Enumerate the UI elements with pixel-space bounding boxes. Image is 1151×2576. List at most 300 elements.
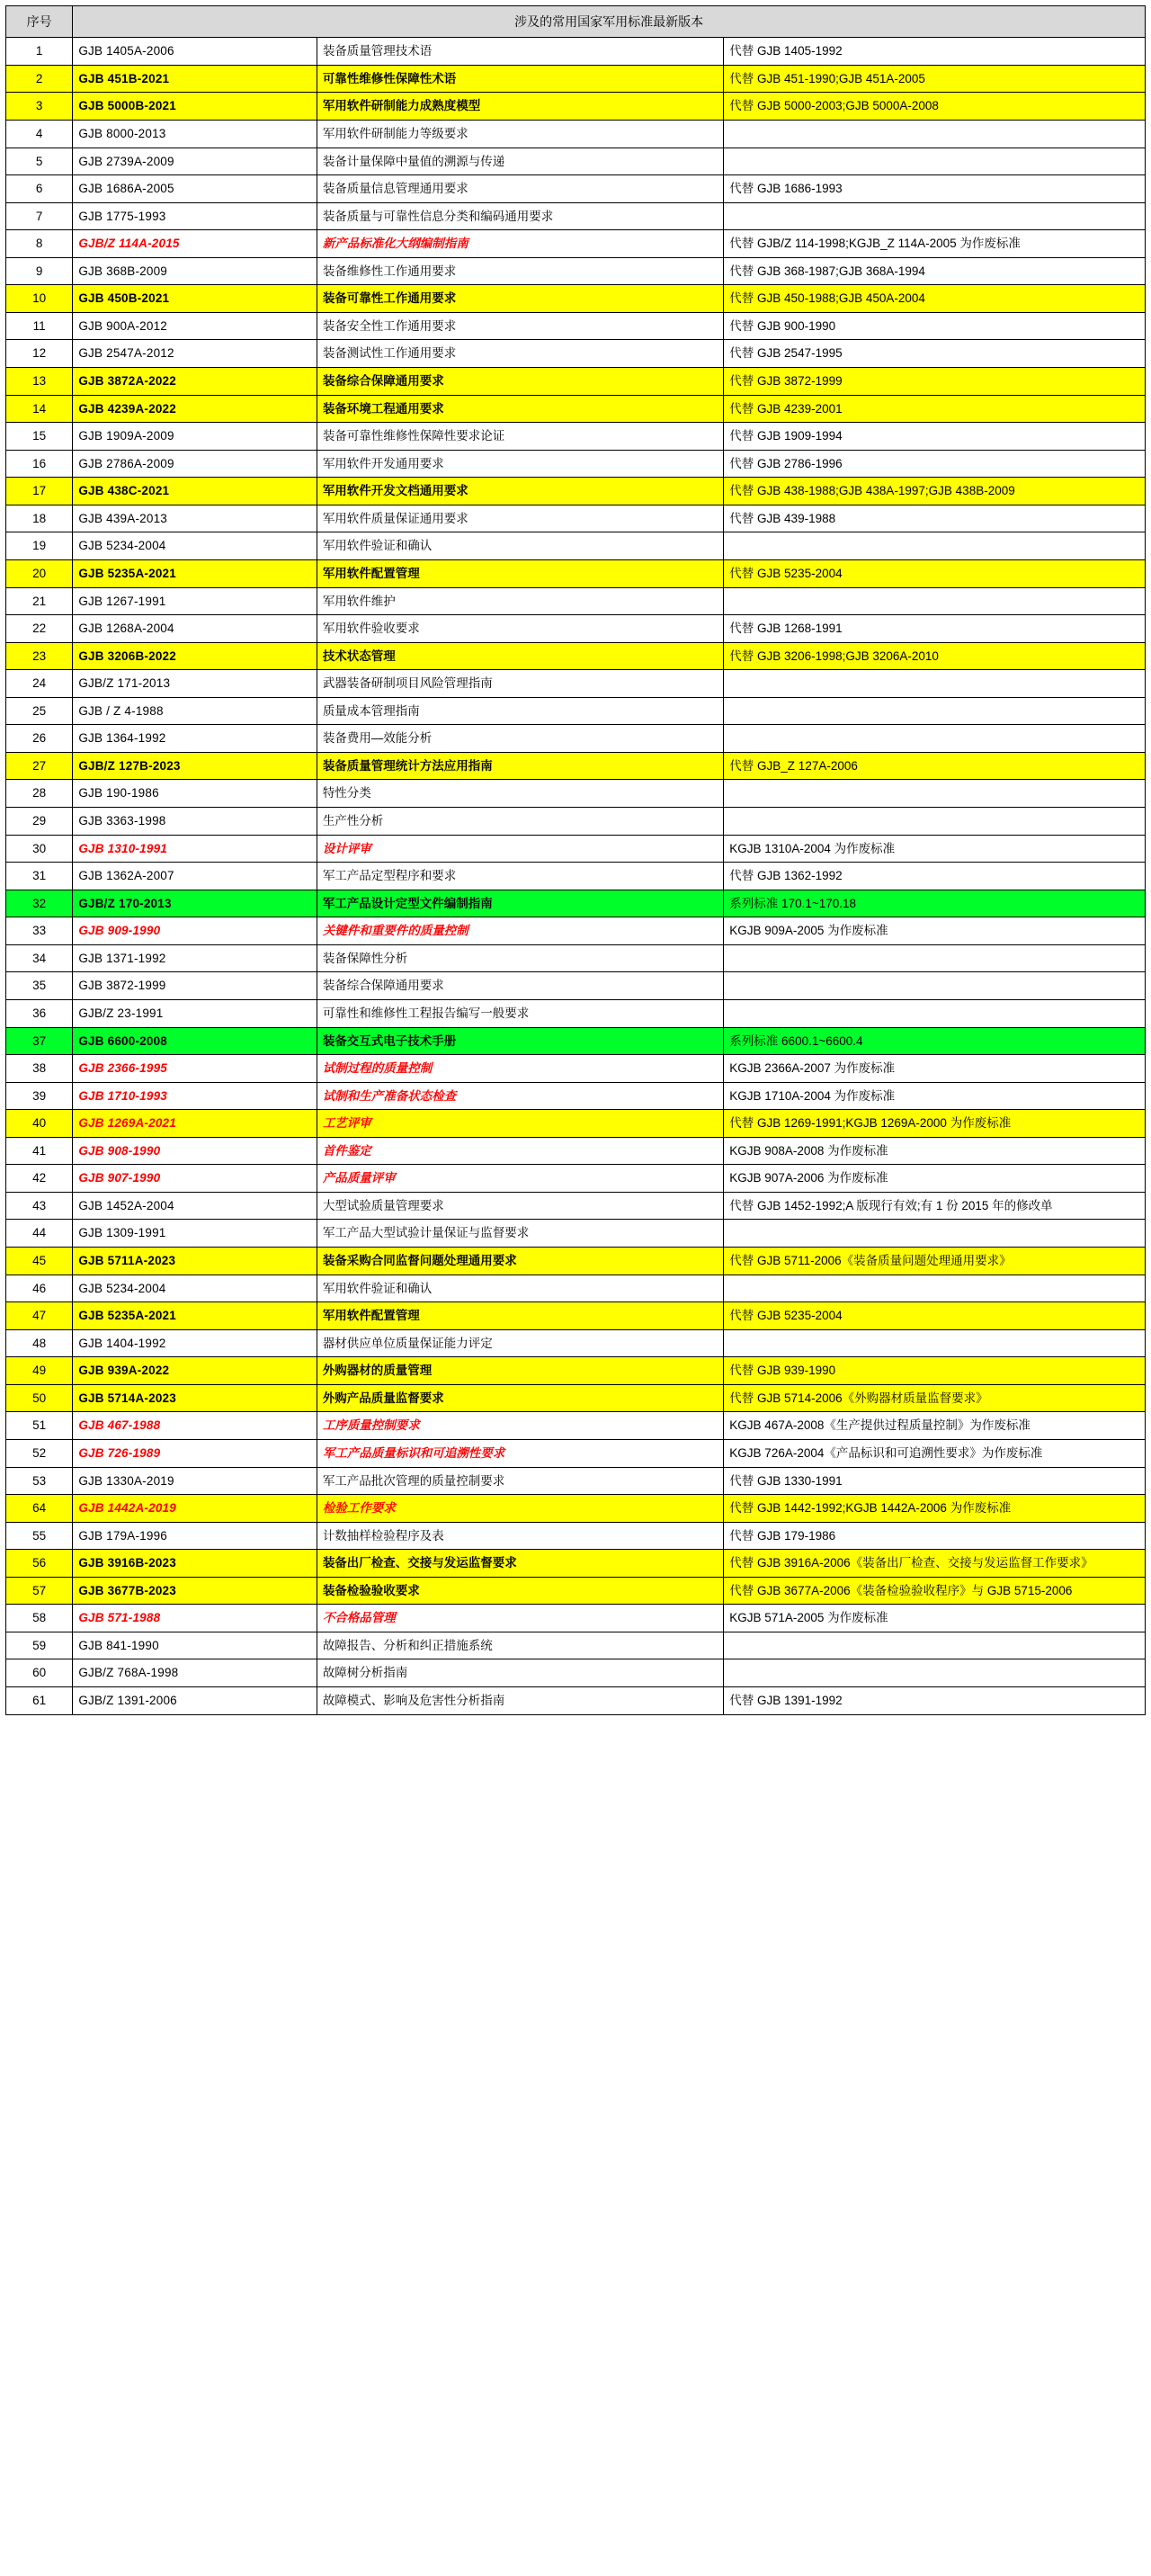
cell-standard-note: KGJB 467A-2008《生产提供过程质量控制》为作废标准 xyxy=(724,1412,1146,1440)
cell-standard-note: 代替 GJB 1391-1992 xyxy=(724,1687,1146,1715)
cell-序号: 59 xyxy=(6,1632,73,1659)
cell-standard-code: GJB 3677B-2023 xyxy=(73,1577,317,1605)
cell-standard-code: GJB 1268A-2004 xyxy=(73,615,317,643)
cell-standard-title: 装备综合保障通用要求 xyxy=(317,972,723,1000)
table-row xyxy=(6,944,1146,972)
cell-standard-note: 代替 GJB 1405-1992 xyxy=(724,38,1146,66)
cell-standard-code: GJB/Z 1391-2006 xyxy=(73,1687,317,1715)
cell-序号: 3 xyxy=(6,93,73,121)
cell-序号: 18 xyxy=(6,505,73,532)
cell-standard-note: 代替 GJB 5235-2004 xyxy=(724,1302,1146,1330)
cell-standard-code: GJB 908-1990 xyxy=(73,1137,317,1165)
table-row xyxy=(6,478,1146,505)
table-head xyxy=(6,6,1146,38)
cell-standard-title: 军用软件研制能力等级要求 xyxy=(317,120,723,148)
cell-standard-note: KGJB 726A-2004《产品标识和可追溯性要求》为作废标准 xyxy=(724,1439,1146,1467)
cell-standard-note xyxy=(724,1632,1146,1659)
table-row xyxy=(6,587,1146,615)
cell-序号: 57 xyxy=(6,1577,73,1605)
cell-standard-title: 装备综合保障通用要求 xyxy=(317,368,723,396)
table-row xyxy=(6,1220,1146,1248)
cell-standard-code: GJB 3206B-2022 xyxy=(73,642,317,670)
table-row xyxy=(6,1302,1146,1330)
table-row xyxy=(6,450,1146,478)
cell-standard-note xyxy=(724,1329,1146,1357)
cell-standard-note: 代替 GJB 1362-1992 xyxy=(724,863,1146,890)
cell-standard-note: KGJB 1310A-2004 为作废标准 xyxy=(724,835,1146,863)
cell-standard-code: GJB 1267-1991 xyxy=(73,587,317,615)
cell-standard-code: GJB 3872A-2022 xyxy=(73,368,317,396)
table-row xyxy=(6,505,1146,532)
cell-序号: 40 xyxy=(6,1110,73,1138)
cell-序号: 38 xyxy=(6,1055,73,1083)
cell-standard-title: 军工产品质量标识和可追溯性要求 xyxy=(317,1439,723,1467)
cell-序号: 52 xyxy=(6,1439,73,1467)
cell-standard-title: 可靠性维修性保障性术语 xyxy=(317,65,723,93)
cell-standard-title: 军工产品设计定型文件编制指南 xyxy=(317,890,723,917)
cell-standard-title: 军用软件配置管理 xyxy=(317,1302,723,1330)
table-row xyxy=(6,725,1146,753)
cell-standard-note xyxy=(724,999,1146,1027)
cell-standard-note: 代替 GJB 450-1988;GJB 450A-2004 xyxy=(724,285,1146,313)
table-row xyxy=(6,1522,1146,1550)
cell-standard-title: 试制和生产准备状态检查 xyxy=(317,1082,723,1110)
cell-standard-note: KGJB 907A-2006 为作废标准 xyxy=(724,1165,1146,1193)
cell-standard-code: GJB/Z 127B-2023 xyxy=(73,752,317,780)
cell-standard-note xyxy=(724,120,1146,148)
cell-序号: 9 xyxy=(6,257,73,285)
cell-standard-title: 设计评审 xyxy=(317,835,723,863)
cell-standard-code: GJB 5000B-2021 xyxy=(73,93,317,121)
cell-序号: 15 xyxy=(6,423,73,451)
cell-standard-code: GJB 2547A-2012 xyxy=(73,340,317,368)
table-row xyxy=(6,615,1146,643)
cell-standard-note: KGJB 909A-2005 为作废标准 xyxy=(724,917,1146,945)
cell-standard-title: 装备费用—效能分析 xyxy=(317,725,723,753)
cell-standard-code: GJB 8000-2013 xyxy=(73,120,317,148)
cell-序号: 49 xyxy=(6,1357,73,1385)
column-header-main: 涉及的常用国家军用标准最新版本 xyxy=(73,6,1146,38)
cell-standard-note: 代替 GJB 5711-2006《装备质量问题处理通用要求》 xyxy=(724,1248,1146,1275)
table-row xyxy=(6,120,1146,148)
cell-standard-code: GJB 450B-2021 xyxy=(73,285,317,313)
table-row xyxy=(6,1467,1146,1495)
table-row xyxy=(6,1605,1146,1632)
cell-standard-title: 装备质量信息管理通用要求 xyxy=(317,175,723,203)
cell-standard-title: 计数抽样检验程序及表 xyxy=(317,1522,723,1550)
cell-standard-note: 代替 GJB 1442-1992;KGJB 1442A-2006 为作废标准 xyxy=(724,1495,1146,1523)
cell-序号: 25 xyxy=(6,697,73,725)
cell-standard-code: GJB 1309-1991 xyxy=(73,1220,317,1248)
cell-序号: 60 xyxy=(6,1659,73,1687)
cell-standard-note: 代替 GJB 439-1988 xyxy=(724,505,1146,532)
cell-standard-code: GJB / Z 4-1988 xyxy=(73,697,317,725)
cell-standard-note: 系列标准 170.1~170.18 xyxy=(724,890,1146,917)
cell-standard-code: GJB 939A-2022 xyxy=(73,1357,317,1385)
cell-序号: 33 xyxy=(6,917,73,945)
table-row xyxy=(6,285,1146,313)
cell-序号: 1 xyxy=(6,38,73,66)
cell-standard-code: GJB 2786A-2009 xyxy=(73,450,317,478)
cell-standard-title: 新产品标准化大纲编制指南 xyxy=(317,230,723,258)
table-row xyxy=(6,670,1146,698)
cell-standard-code: GJB 1452A-2004 xyxy=(73,1192,317,1220)
table-row xyxy=(6,808,1146,836)
cell-standard-title: 故障报告、分析和纠正措施系统 xyxy=(317,1632,723,1659)
cell-standard-note: 系列标准 6600.1~6600.4 xyxy=(724,1027,1146,1055)
cell-standard-title: 军工产品定型程序和要求 xyxy=(317,863,723,890)
table-row xyxy=(6,559,1146,587)
cell-standard-title: 军用软件验收要求 xyxy=(317,615,723,643)
cell-standard-title: 产品质量评审 xyxy=(317,1165,723,1193)
cell-standard-note: 代替 GJB 3872-1999 xyxy=(724,368,1146,396)
cell-standard-note: 代替 GJB 3916A-2006《装备出厂检查、交接与发运监督工作要求》 xyxy=(724,1550,1146,1578)
cell-standard-code: GJB/Z 23-1991 xyxy=(73,999,317,1027)
cell-standard-title: 装备环境工程通用要求 xyxy=(317,395,723,423)
table-row xyxy=(6,1357,1146,1385)
cell-序号: 24 xyxy=(6,670,73,698)
table-row xyxy=(6,917,1146,945)
cell-standard-note: 代替 GJB 451-1990;GJB 451A-2005 xyxy=(724,65,1146,93)
cell-序号: 12 xyxy=(6,340,73,368)
cell-序号: 10 xyxy=(6,285,73,313)
cell-standard-title: 器材供应单位质量保证能力评定 xyxy=(317,1329,723,1357)
cell-standard-code: GJB 1330A-2019 xyxy=(73,1467,317,1495)
cell-standard-code: GJB 571-1988 xyxy=(73,1605,317,1632)
cell-序号: 48 xyxy=(6,1329,73,1357)
cell-standard-code: GJB 1404-1992 xyxy=(73,1329,317,1357)
table-row xyxy=(6,1082,1146,1110)
cell-standard-code: GJB 439A-2013 xyxy=(73,505,317,532)
table-row xyxy=(6,1412,1146,1440)
cell-standard-title: 军工产品大型试验计量保证与监督要求 xyxy=(317,1220,723,1248)
cell-standard-code: GJB 1775-1993 xyxy=(73,202,317,230)
cell-standard-title: 关键件和重要件的质量控制 xyxy=(317,917,723,945)
cell-standard-title: 特性分类 xyxy=(317,780,723,808)
cell-standard-code: GJB 4239A-2022 xyxy=(73,395,317,423)
cell-standard-code: GJB/Z 171-2013 xyxy=(73,670,317,698)
cell-standard-code: GJB 5235A-2021 xyxy=(73,559,317,587)
cell-standard-note: 代替 GJB 1330-1991 xyxy=(724,1467,1146,1495)
cell-standard-code: GJB 1405A-2006 xyxy=(73,38,317,66)
table-row xyxy=(6,972,1146,1000)
cell-standard-title: 试制过程的质量控制 xyxy=(317,1055,723,1083)
cell-standard-title: 军用软件开发文档通用要求 xyxy=(317,478,723,505)
cell-standard-code: GJB 179A-1996 xyxy=(73,1522,317,1550)
cell-standard-note: 代替 GJB 939-1990 xyxy=(724,1357,1146,1385)
cell-standard-title: 装备计量保障中量值的溯源与传递 xyxy=(317,148,723,175)
cell-standard-note: 代替 GJB 179-1986 xyxy=(724,1522,1146,1550)
cell-standard-note xyxy=(724,670,1146,698)
cell-standard-code: GJB 1371-1992 xyxy=(73,944,317,972)
cell-序号: 32 xyxy=(6,890,73,917)
cell-standard-title: 检验工作要求 xyxy=(317,1495,723,1523)
cell-standard-title: 外购产品质量监督要求 xyxy=(317,1384,723,1412)
cell-standard-title: 质量成本管理指南 xyxy=(317,697,723,725)
table-row xyxy=(6,1248,1146,1275)
cell-standard-note: KGJB 2366A-2007 为作废标准 xyxy=(724,1055,1146,1083)
table-row xyxy=(6,93,1146,121)
cell-standard-code: GJB 1364-1992 xyxy=(73,725,317,753)
cell-standard-code: GJB 190-1986 xyxy=(73,780,317,808)
table-row xyxy=(6,175,1146,203)
cell-standard-code: GJB 2739A-2009 xyxy=(73,148,317,175)
cell-standard-note xyxy=(724,532,1146,560)
cell-standard-note: 代替 GJB 4239-2001 xyxy=(724,395,1146,423)
cell-序号: 16 xyxy=(6,450,73,478)
cell-序号: 46 xyxy=(6,1275,73,1302)
table-row xyxy=(6,835,1146,863)
cell-standard-note: 代替 GJB 3206-1998;GJB 3206A-2010 xyxy=(724,642,1146,670)
cell-序号: 21 xyxy=(6,587,73,615)
cell-standard-title: 装备质量与可靠性信息分类和编码通用要求 xyxy=(317,202,723,230)
cell-standard-code: GJB 909-1990 xyxy=(73,917,317,945)
table-row xyxy=(6,1329,1146,1357)
table-row xyxy=(6,999,1146,1027)
table-row xyxy=(6,1687,1146,1715)
cell-序号: 4 xyxy=(6,120,73,148)
cell-序号: 58 xyxy=(6,1605,73,1632)
cell-standard-title: 装备可靠性维修性保障性要求论证 xyxy=(317,423,723,451)
cell-序号: 44 xyxy=(6,1220,73,1248)
cell-standard-code: GJB 1710-1993 xyxy=(73,1082,317,1110)
table-row xyxy=(6,1275,1146,1302)
table-row xyxy=(6,1384,1146,1412)
cell-standard-code: GJB 1362A-2007 xyxy=(73,863,317,890)
cell-standard-title: 生产性分析 xyxy=(317,808,723,836)
cell-standard-code: GJB/Z 114A-2015 xyxy=(73,230,317,258)
cell-standard-title: 军用软件维护 xyxy=(317,587,723,615)
table-row xyxy=(6,697,1146,725)
table-row xyxy=(6,1055,1146,1083)
cell-standard-note: 代替 GJB 5714-2006《外购器材质量监督要求》 xyxy=(724,1384,1146,1412)
cell-standard-code: GJB 1310-1991 xyxy=(73,835,317,863)
table-row xyxy=(6,532,1146,560)
cell-序号: 43 xyxy=(6,1192,73,1220)
cell-序号: 51 xyxy=(6,1412,73,1440)
cell-序号: 34 xyxy=(6,944,73,972)
cell-standard-code: GJB 1269A-2021 xyxy=(73,1110,317,1138)
cell-standard-code: GJB 1909A-2009 xyxy=(73,423,317,451)
cell-standard-code: GJB 5234-2004 xyxy=(73,532,317,560)
cell-序号: 26 xyxy=(6,725,73,753)
cell-standard-note xyxy=(724,697,1146,725)
cell-standard-note: KGJB 571A-2005 为作废标准 xyxy=(724,1605,1146,1632)
table-row xyxy=(6,780,1146,808)
table-row xyxy=(6,1659,1146,1687)
cell-序号: 41 xyxy=(6,1137,73,1165)
cell-standard-note: 代替 GJB 368-1987;GJB 368A-1994 xyxy=(724,257,1146,285)
column-header-num: 序号 xyxy=(6,6,73,38)
cell-standard-title: 武器装备研制项目风险管理指南 xyxy=(317,670,723,698)
cell-standard-note: 代替 GJB 1452-1992;A 版现行有效;有 1 份 2015 年的修改单 xyxy=(724,1192,1146,1220)
cell-序号: 2 xyxy=(6,65,73,93)
cell-standard-code: GJB 3916B-2023 xyxy=(73,1550,317,1578)
cell-standard-note: 代替 GJB/Z 114-1998;KGJB_Z 114A-2005 为作废标准 xyxy=(724,230,1146,258)
cell-standard-title: 军工产品批次管理的质量控制要求 xyxy=(317,1467,723,1495)
cell-standard-note: 代替 GJB 3677A-2006《装备检验验收程序》与 GJB 5715-2006 xyxy=(724,1577,1146,1605)
cell-standard-title: 军用软件质量保证通用要求 xyxy=(317,505,723,532)
cell-standard-note xyxy=(724,944,1146,972)
cell-standard-note: 代替 GJB 2547-1995 xyxy=(724,340,1146,368)
cell-standard-code: GJB 3872-1999 xyxy=(73,972,317,1000)
cell-序号: 64 xyxy=(6,1495,73,1523)
cell-standard-note: 代替 GJB_Z 127A-2006 xyxy=(724,752,1146,780)
cell-序号: 22 xyxy=(6,615,73,643)
cell-序号: 7 xyxy=(6,202,73,230)
table-row xyxy=(6,863,1146,890)
cell-standard-note: 代替 GJB 900-1990 xyxy=(724,312,1146,340)
table-row xyxy=(6,642,1146,670)
cell-standard-code: GJB 907-1990 xyxy=(73,1165,317,1193)
cell-standard-code: GJB 5234-2004 xyxy=(73,1275,317,1302)
cell-standard-title: 工序质量控制要求 xyxy=(317,1412,723,1440)
cell-standard-title: 装备出厂检查、交接与发运监督要求 xyxy=(317,1550,723,1578)
cell-序号: 45 xyxy=(6,1248,73,1275)
cell-standard-note: 代替 GJB 1268-1991 xyxy=(724,615,1146,643)
table-row xyxy=(6,230,1146,258)
table-row xyxy=(6,312,1146,340)
cell-standard-title: 装备采购合同监督问题处理通用要求 xyxy=(317,1248,723,1275)
table-row xyxy=(6,1137,1146,1165)
table-body xyxy=(6,38,1146,1714)
cell-序号: 30 xyxy=(6,835,73,863)
table-row xyxy=(6,257,1146,285)
cell-standard-code: GJB/Z 768A-1998 xyxy=(73,1659,317,1687)
cell-standard-note: 代替 GJB 1909-1994 xyxy=(724,423,1146,451)
cell-序号: 11 xyxy=(6,312,73,340)
cell-standard-code: GJB 6600-2008 xyxy=(73,1027,317,1055)
cell-standard-title: 军用软件验证和确认 xyxy=(317,532,723,560)
cell-standard-note: 代替 GJB 438-1988;GJB 438A-1997;GJB 438B-2009 xyxy=(724,478,1146,505)
table-row xyxy=(6,340,1146,368)
cell-序号: 56 xyxy=(6,1550,73,1578)
cell-standard-note xyxy=(724,972,1146,1000)
cell-standard-note xyxy=(724,1220,1146,1248)
cell-序号: 5 xyxy=(6,148,73,175)
cell-standard-note: 代替 GJB 5000-2003;GJB 5000A-2008 xyxy=(724,93,1146,121)
cell-standard-code: GJB 5235A-2021 xyxy=(73,1302,317,1330)
cell-standard-note: 代替 GJB 5235-2004 xyxy=(724,559,1146,587)
cell-序号: 19 xyxy=(6,532,73,560)
cell-序号: 29 xyxy=(6,808,73,836)
table-row xyxy=(6,1110,1146,1138)
cell-standard-code: GJB 5714A-2023 xyxy=(73,1384,317,1412)
cell-序号: 42 xyxy=(6,1165,73,1193)
cell-standard-note xyxy=(724,148,1146,175)
table-row xyxy=(6,368,1146,396)
cell-序号: 47 xyxy=(6,1302,73,1330)
table-row xyxy=(6,1192,1146,1220)
cell-standard-title: 不合格品管理 xyxy=(317,1605,723,1632)
standards-table xyxy=(5,5,1146,1715)
cell-standard-note: 代替 GJB 1269-1991;KGJB 1269A-2000 为作废标准 xyxy=(724,1110,1146,1138)
cell-standard-title: 故障树分析指南 xyxy=(317,1659,723,1687)
table-row xyxy=(6,148,1146,175)
cell-standard-title: 装备测试性工作通用要求 xyxy=(317,340,723,368)
table-row xyxy=(6,1577,1146,1605)
table-row xyxy=(6,423,1146,451)
cell-standard-code: GJB 467-1988 xyxy=(73,1412,317,1440)
cell-standard-code: GJB 900A-2012 xyxy=(73,312,317,340)
cell-序号: 28 xyxy=(6,780,73,808)
cell-standard-code: GJB 726-1989 xyxy=(73,1439,317,1467)
cell-序号: 50 xyxy=(6,1384,73,1412)
table-row xyxy=(6,1550,1146,1578)
cell-standard-title: 军用软件配置管理 xyxy=(317,559,723,587)
cell-序号: 14 xyxy=(6,395,73,423)
cell-standard-title: 军用软件研制能力成熟度模型 xyxy=(317,93,723,121)
cell-standard-title: 军用软件开发通用要求 xyxy=(317,450,723,478)
cell-序号: 37 xyxy=(6,1027,73,1055)
cell-standard-title: 故障模式、影响及危害性分析指南 xyxy=(317,1687,723,1715)
cell-standard-code: GJB 451B-2021 xyxy=(73,65,317,93)
cell-序号: 31 xyxy=(6,863,73,890)
table-row xyxy=(6,1027,1146,1055)
table-row xyxy=(6,890,1146,917)
cell-standard-title: 军用软件验证和确认 xyxy=(317,1275,723,1302)
cell-standard-title: 装备交互式电子技术手册 xyxy=(317,1027,723,1055)
cell-standard-code: GJB 438C-2021 xyxy=(73,478,317,505)
cell-standard-note xyxy=(724,1659,1146,1687)
cell-standard-note xyxy=(724,808,1146,836)
cell-standard-code: GJB 368B-2009 xyxy=(73,257,317,285)
cell-序号: 20 xyxy=(6,559,73,587)
cell-standard-title: 装备检验验收要求 xyxy=(317,1577,723,1605)
table-row xyxy=(6,38,1146,66)
cell-standard-code: GJB 3363-1998 xyxy=(73,808,317,836)
cell-standard-title: 装备质量管理技术语 xyxy=(317,38,723,66)
cell-standard-title: 外购器材的质量管理 xyxy=(317,1357,723,1385)
cell-standard-code: GJB 2366-1995 xyxy=(73,1055,317,1083)
cell-序号: 35 xyxy=(6,972,73,1000)
table-row xyxy=(6,65,1146,93)
cell-序号: 8 xyxy=(6,230,73,258)
cell-序号: 27 xyxy=(6,752,73,780)
cell-standard-title: 装备保障性分析 xyxy=(317,944,723,972)
cell-standard-note: KGJB 1710A-2004 为作废标准 xyxy=(724,1082,1146,1110)
cell-standard-note: 代替 GJB 1686-1993 xyxy=(724,175,1146,203)
cell-standard-note: 代替 GJB 2786-1996 xyxy=(724,450,1146,478)
cell-序号: 23 xyxy=(6,642,73,670)
table-row xyxy=(6,752,1146,780)
cell-standard-title: 装备安全性工作通用要求 xyxy=(317,312,723,340)
cell-standard-title: 大型试验质量管理要求 xyxy=(317,1192,723,1220)
cell-standard-note xyxy=(724,780,1146,808)
cell-standard-note xyxy=(724,202,1146,230)
cell-standard-note xyxy=(724,725,1146,753)
cell-序号: 55 xyxy=(6,1522,73,1550)
cell-standard-code: GJB/Z 170-2013 xyxy=(73,890,317,917)
table-row xyxy=(6,1495,1146,1523)
table-row xyxy=(6,1439,1146,1467)
cell-序号: 39 xyxy=(6,1082,73,1110)
cell-序号: 61 xyxy=(6,1687,73,1715)
table-row xyxy=(6,202,1146,230)
table-row xyxy=(6,395,1146,423)
cell-序号: 17 xyxy=(6,478,73,505)
cell-standard-title: 装备质量管理统计方法应用指南 xyxy=(317,752,723,780)
table-row xyxy=(6,1165,1146,1193)
cell-standard-note: KGJB 908A-2008 为作废标准 xyxy=(724,1137,1146,1165)
table-row xyxy=(6,1632,1146,1659)
cell-standard-note xyxy=(724,587,1146,615)
cell-standard-title: 装备可靠性工作通用要求 xyxy=(317,285,723,313)
cell-序号: 36 xyxy=(6,999,73,1027)
cell-standard-title: 装备维修性工作通用要求 xyxy=(317,257,723,285)
cell-standard-note xyxy=(724,1275,1146,1302)
cell-standard-title: 可靠性和维修性工程报告编写一般要求 xyxy=(317,999,723,1027)
